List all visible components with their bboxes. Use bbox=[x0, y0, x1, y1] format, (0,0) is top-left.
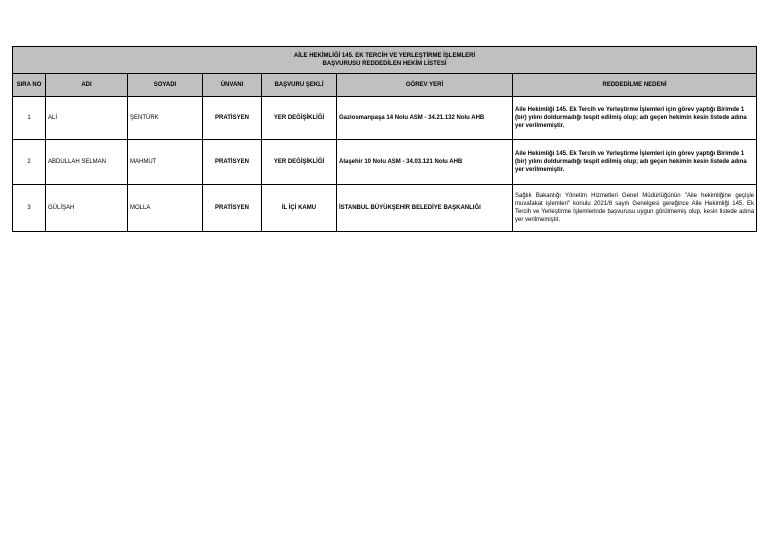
cell-sira-no: 3 bbox=[13, 185, 46, 232]
cell-sira-no: 1 bbox=[13, 97, 46, 140]
cell-basvuru-sekli: YER DEĞİŞİKLİĞİ bbox=[262, 97, 337, 140]
cell-soyadi: MOLLA bbox=[128, 185, 203, 232]
cell-unvani: PRATİSYEN bbox=[203, 97, 262, 140]
cell-sira-no: 2 bbox=[13, 140, 46, 185]
table-row bbox=[13, 97, 757, 140]
rejected-physician-table-sheet bbox=[12, 46, 756, 232]
table-row bbox=[13, 140, 757, 185]
table-row bbox=[13, 185, 757, 232]
cell-gorev-yeri: Alaşehir 10 Nolu ASM - 34.03.121 Nolu AHB bbox=[337, 140, 513, 185]
cell-reddedilme-nedeni: Sağlık Bakanlığı Yönetim Hizmetleri Genel Müdürlüğünün "Aile hekimliğine geçişle muvafakat işlemleri" konulu 2021/8 sayılı Genelgesi gereğince Aile Hekimliği 145. Ek Tercih ve Yerleştirme İşlemlerinde başvurusu uygun görülmemiş olup, kesin listede adına yer verilmemiştir. bbox=[513, 185, 757, 232]
cell-adi: GÜLİŞAH bbox=[46, 185, 128, 232]
cell-gorev-yeri: İSTANBUL BÜYÜKŞEHİR BELEDİYE BAŞKANLIĞI bbox=[337, 185, 513, 232]
cell-adi: ALİ bbox=[46, 97, 128, 140]
table-title-line-1: AİLE HEKİMLİĞİ 145. EK TERCİH VE YERLEŞTİRME İŞLEMLERİ bbox=[293, 53, 476, 59]
cell-adi: ABDULLAH SELMAN bbox=[46, 140, 128, 185]
column-header-soyadi: SOYADI bbox=[128, 74, 203, 97]
cell-unvani: PRATİSYEN bbox=[203, 140, 262, 185]
cell-basvuru-sekli: İL İÇİ KAMU bbox=[262, 185, 337, 232]
table-title-line-2: BAŞVURUSU REDDEDİLEN HEKİM LİSTESİ bbox=[322, 61, 447, 67]
column-header-unvani: ÜNVANI bbox=[203, 74, 262, 97]
cell-basvuru-sekli: YER DEĞİŞİKLİĞİ bbox=[262, 140, 337, 185]
column-header-adi: ADI bbox=[46, 74, 128, 97]
column-header-basvuru-sekli: BAŞVURU ŞEKLİ bbox=[262, 74, 337, 97]
header-row bbox=[13, 74, 757, 97]
cell-gorev-yeri: Gaziosmanpaşa 14 Nolu ASM - 34.21.132 Nolu AHB bbox=[337, 97, 513, 140]
rejected-physician-table bbox=[12, 46, 757, 232]
column-header-gorev-yeri: GÖREV YERİ bbox=[337, 74, 513, 97]
cell-reddedilme-nedeni: Aile Hekimliği 145. Ek Tercih ve Yerleştirme İşlemleri için görev yaptığı Birimde 1 (bir) yılını doldurmadığı tespit edilmiş olup; adı geçen hekimin kesin listede adına yer verilmemiştir. bbox=[513, 140, 757, 185]
cell-soyadi: MAHMUT bbox=[128, 140, 203, 185]
cell-soyadi: ŞENTÜRK bbox=[128, 97, 203, 140]
column-header-sira-no: SIRA NO bbox=[13, 74, 46, 97]
column-header-reddedilme-nedeni: REDDEDİLME NEDENİ bbox=[513, 74, 757, 97]
table-title bbox=[13, 47, 757, 74]
cell-unvani: PRATİSYEN bbox=[203, 185, 262, 232]
cell-reddedilme-nedeni: Aile Hekimliği 145. Ek Tercih ve Yerleştirme İşlemleri için görev yaptığı Birimde 1 (bir) yılını doldurmadığı tespit edilmiş olup; adı geçen hekimin kesin listede adına yer verilmemiştir. bbox=[513, 97, 757, 140]
